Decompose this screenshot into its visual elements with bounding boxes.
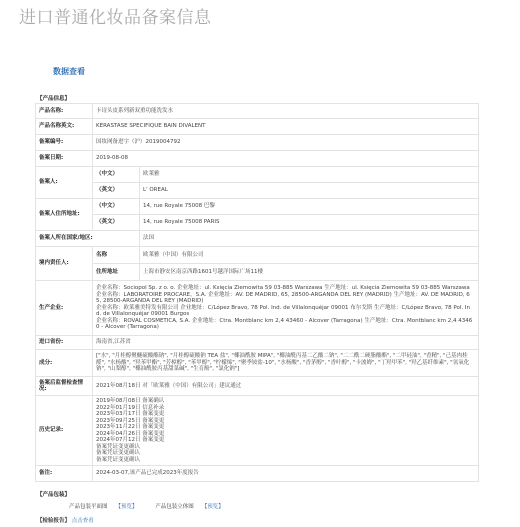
package-item [69, 504, 147, 510]
row-label: 备案编号: [36, 135, 93, 151]
history-value [93, 396, 479, 466]
filer-zh-value: 欧莱雅 [140, 167, 479, 183]
inspection-value: 2021年08月18日 对「欧莱雅（中国）有限公司」建议通过 [93, 377, 479, 396]
package-item [155, 504, 232, 510]
row-label: 进口省份: [36, 336, 93, 350]
ingredients-value [93, 350, 479, 377]
row-label: 备案日期: [36, 151, 93, 167]
history-line: 2024年07月12日 备案变更 [96, 437, 165, 443]
history-line: 2023年03月17日 备案变更 [96, 411, 165, 417]
table-row [36, 199, 479, 215]
page-title: 进口普通化妆品备案信息 [19, 8, 212, 28]
table-row [36, 336, 479, 350]
report-view-link[interactable]: 点击查看 [71, 518, 94, 524]
table-row [36, 119, 479, 135]
table-row [36, 377, 479, 396]
row-label: 备注: [36, 466, 93, 482]
table-row [36, 247, 479, 264]
product-info-table [35, 103, 479, 482]
row-label: 备案人: [36, 167, 93, 199]
history-line: 2023年11月22日 备案变更 [96, 424, 165, 430]
table-row [36, 215, 479, 231]
package-flat-preview-link[interactable]: 【预览】 [115, 504, 138, 510]
table-row [36, 183, 479, 199]
product-info-title: 【产品信息】 [37, 96, 71, 102]
package-flat-label: 产品包装平面图 [69, 504, 108, 510]
history-line: 2024年04月26日 备案变更 [96, 430, 165, 437]
country-value: 法国 [140, 231, 479, 247]
table-row [36, 104, 479, 119]
agent-addr-value: 上海市静安区南京西路1601号越洋国际广场11楼 [140, 264, 479, 281]
row-label: 生产企业: [36, 281, 93, 336]
row-label: 备案人所在国家/地区: [36, 231, 140, 247]
table-row [36, 264, 479, 281]
report-section-title: 【检验报告】 [37, 518, 71, 524]
table-row [36, 350, 479, 377]
history-line: 2022年01月19日 信息补录 [96, 404, 165, 411]
sub-label: （中文） [93, 199, 140, 215]
table-row [36, 135, 479, 151]
row-label: 备案人住所地址: [36, 199, 93, 231]
row-label: 产品名称英文: [36, 119, 93, 135]
package-row [35, 499, 479, 515]
product-name-value: 卡诗头皮系列新双重功能洗发水 [93, 104, 479, 119]
table-row [36, 151, 479, 167]
sub-label: （英文） [93, 215, 140, 231]
producer-line: 企业名称：LABORATOIRE PROCARE，S.A. 企业地址：AV. DE MADRID, 65, 28500-ARGANDA DEL REY (MADRID) 生产地址：AV. DE MADRID, 65, 28500-ARGANDA DEL REY (MADRID) [96, 291, 470, 305]
row-label: 境内责任人: [36, 247, 93, 281]
row-label: 产品名称: [36, 104, 93, 119]
table-row [36, 281, 479, 336]
history-line: 2023年09月25日 备案变更 [96, 417, 165, 424]
table-row [36, 167, 479, 183]
record-date-value: 2019-08-08 [93, 151, 479, 167]
import-province-value: 海南省,江苏省 [93, 336, 479, 350]
filer-addr-en-value: 14, rue Royale 75008 PARIS [140, 215, 479, 231]
producer-value [93, 281, 479, 336]
sub-label: （英文） [93, 183, 140, 199]
producer-line: 企业名称：欧莱雅美特发有限公司 企业地址：C/López Bravo, 78 Pol. Ind. de Villalonquéjar 09001 布尔戈斯 生产地址：C/López Bravo, 78 Pol. Ind. de Villalonquéjar 09001 Burgos [96, 304, 470, 318]
filer-addr-zh-value: 14, rue Royale 75008 巴黎 [140, 199, 479, 215]
history-line: 2019年08月08日 备案确认 [96, 398, 165, 404]
history-line: 备案凭证变更确认 [96, 456, 141, 463]
table-row [36, 231, 479, 247]
sub-label: （中文） [93, 167, 140, 183]
table-row [36, 396, 479, 466]
report-row [35, 515, 479, 527]
package-3d-preview-link[interactable]: 【预览】 [201, 504, 224, 510]
product-en-name-value: KERASTASE SPECIFIQUE BAIN DIVALENT [93, 119, 479, 135]
package-section-title: 【产品包装】 [37, 492, 71, 498]
ingredients-text: ["水", "月桂醇聚醚硫酸酯钠", "月桂醇硫酸钠 TEA 盐", "椰油酰胺 MIPA", "椰油酰丙基二乙酸二钠", "二二酰二硬脂酸酯", "二甲硅油", "香精", "己基肉桂醛", "水杨酸", "羟苯甲酯", "芳樟醇", "苯甲醇", "柠檬烯", "聚季铵盐-10", "水杨酸", "香茅醇", "香叶醇", "卡波姆", "丁羟甲苯", "羟乙基纤维素", "氢氧化钠", "山梨醇", "椰油酰胺丙基甜菜碱", "生育酚", "氯化钠"] [96, 353, 470, 373]
agent-name-value: 欧莱雅（中国）有限公司 [140, 247, 479, 264]
history-line: 备案凭证变更确认 [96, 443, 141, 450]
filer-en-value: L' OREAL [140, 183, 479, 199]
history-line: 备案凭证变更确认 [96, 450, 141, 456]
record-number-value: 国妆网备进字（沪）2019004792 [93, 135, 479, 151]
remark-value: 2024-03-07,该产品已完成2023年度报告 [93, 466, 479, 482]
producer-line: 企业名称：ROVAL COSMETICA, S.A. 企业地址：Ctra. Montblanc km 2,4 43460 - Alcover (Tarragona) 生产地址：Ctra. Montblanc km 2,4 43460 - Alcover (Tarragona) [96, 317, 473, 331]
package-3d-label: 产品包装立体图 [155, 504, 194, 510]
table-row [36, 466, 479, 482]
record-card [35, 95, 479, 527]
producer-line: 企业名称：Sociopol Sp. z o. o. 企业地址：ul. Księcia Ziemowita 59 03-885 Warszawa 生产地址：ul. Księcia Ziemowita 59 03-885 Warszawa [96, 285, 470, 292]
data-view-link[interactable]: 数据查看 [53, 67, 85, 76]
sub-label: 住所地址 [93, 264, 140, 281]
row-label: 备案后监督检查情况: [36, 377, 93, 396]
sub-label: 名称 [93, 247, 140, 264]
row-label: 历史记录: [36, 396, 93, 466]
row-label: 成分: [36, 350, 93, 377]
